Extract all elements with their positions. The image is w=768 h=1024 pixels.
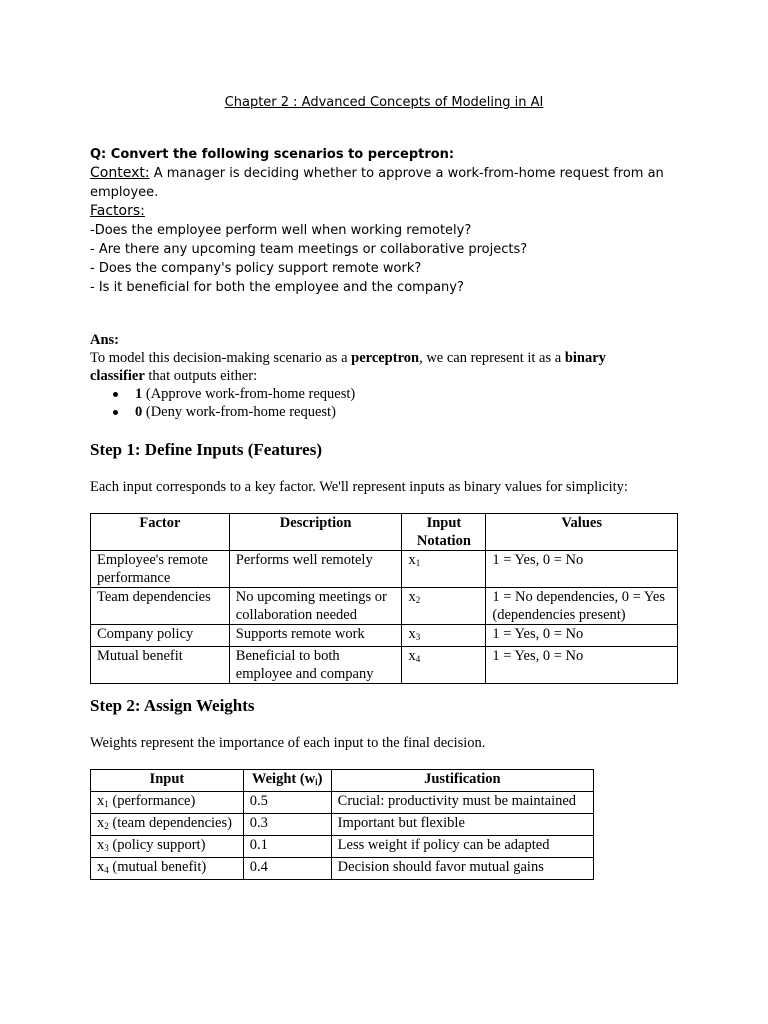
bullet-item: [135, 403, 336, 421]
step2-heading: Step 2: Assign Weights: [90, 696, 255, 715]
input-subscript: 1: [104, 799, 109, 809]
step1-heading: Step 1: Define Inputs (Features): [90, 440, 323, 459]
page-title: Chapter 2 : Advanced Concepts of Modeling in AI: [224, 95, 544, 110]
values-cell: 1 = No dependencies, 0 = Yes (dependencies present): [486, 588, 678, 625]
input-cell: [91, 814, 244, 836]
bullet-dot: [113, 392, 118, 397]
bullet-dot: [113, 410, 118, 415]
notation-cell: [402, 588, 486, 625]
notation-cell: [402, 551, 486, 588]
step2-description: Weights represent the importance of each input to the final decision.: [90, 735, 486, 751]
table-row: [91, 647, 678, 684]
weight-header-text: Weight (w: [251, 771, 316, 787]
justification-cell: Decision should favor mutual gains: [331, 858, 593, 880]
values-cell: 1 = Yes, 0 = No: [486, 551, 678, 588]
bullet-text: (Approve work-from-home request): [142, 386, 356, 402]
factor-cell: Mutual benefit: [91, 647, 230, 684]
notation-subscript: 1: [415, 558, 421, 568]
factor-item: - Are there any upcoming team meetings or collaborative projects?: [90, 242, 528, 257]
description-cell: Performs well remotely: [229, 551, 402, 588]
notation-var: x: [408, 552, 416, 568]
context-line-1: [90, 164, 664, 183]
column-header: Factor: [91, 514, 230, 551]
notation-subscript: 4: [415, 654, 421, 664]
bullet-text: (Deny work-from-home request): [142, 404, 336, 420]
intro-text: , we can represent it as a: [419, 350, 565, 366]
context-label: Context:: [90, 165, 150, 181]
question-label: Q: Convert the following scenarios to perceptron:: [90, 147, 455, 162]
factor-item: - Does the company's policy support remote work?: [90, 261, 422, 276]
input-cell: [91, 836, 244, 858]
table-row: [91, 814, 594, 836]
weight-cell: 0.3: [243, 814, 331, 836]
values-cell: 1 = Yes, 0 = No: [486, 625, 678, 647]
table-header-row: [91, 770, 594, 792]
context-text-1: A manager is deciding whether to approve a work-from-home request from an: [149, 166, 664, 181]
input-subscript: 2: [104, 821, 109, 831]
bullet-value: 1: [135, 386, 143, 402]
context-line-2: employee.: [90, 185, 159, 200]
factor-item: -Does the employee perform well when working remotely?: [90, 223, 472, 238]
answer-intro-line-1: [90, 349, 606, 368]
weight-header-subscript: i: [315, 777, 318, 787]
input-label: (policy support): [108, 837, 206, 853]
notation-cell: [402, 625, 486, 647]
table-row: [91, 588, 678, 625]
intro-binary: binary: [564, 350, 606, 366]
column-header: Input Notation: [402, 514, 486, 551]
input-label: (mutual benefit): [108, 859, 207, 875]
bullet-item: [135, 385, 355, 403]
weight-cell: 0.1: [243, 836, 331, 858]
answer-intro-line-2: [90, 367, 257, 386]
factors-label: Factors:: [90, 203, 145, 219]
table-header-row: [91, 514, 678, 551]
description-cell: Supports remote work: [229, 625, 402, 647]
answer-label: Ans:: [90, 332, 120, 348]
table-row: [91, 836, 594, 858]
weight-header-text: ): [317, 771, 323, 787]
input-var: x: [97, 793, 105, 809]
bullet-value: 0: [135, 404, 143, 420]
table-row: [91, 792, 594, 814]
input-var: x: [97, 815, 105, 831]
description-cell: No upcoming meetings or collaboration needed: [229, 588, 402, 625]
table-row: [91, 551, 678, 588]
input-var: x: [97, 837, 105, 853]
notation-subscript: 3: [415, 632, 421, 642]
description-cell: Beneficial to both employee and company: [229, 647, 402, 684]
input-cell: [91, 858, 244, 880]
input-var: x: [97, 859, 105, 875]
notation-var: x: [408, 648, 416, 664]
column-header: Description: [229, 514, 402, 551]
weight-cell: 0.4: [243, 858, 331, 880]
intro-perceptron: perceptron: [351, 350, 420, 366]
weights-table: [90, 769, 594, 880]
weight-cell: 0.5: [243, 792, 331, 814]
inputs-table: [90, 513, 678, 684]
column-header: [243, 770, 331, 792]
input-subscript: 4: [104, 865, 109, 875]
step1-description: Each input corresponds to a key factor. We'll represent inputs as binary values for simplicity:: [90, 479, 628, 495]
input-cell: [91, 792, 244, 814]
column-header: Justification: [331, 770, 593, 792]
factor-cell: Employee's remote performance: [91, 551, 230, 588]
table-row: [91, 625, 678, 647]
input-label: (performance): [108, 793, 196, 809]
notation-var: x: [408, 589, 416, 605]
values-cell: 1 = Yes, 0 = No: [486, 647, 678, 684]
justification-cell: Important but flexible: [331, 814, 593, 836]
justification-cell: Less weight if policy can be adapted: [331, 836, 593, 858]
justification-cell: Crucial: productivity must be maintained: [331, 792, 593, 814]
factor-cell: Company policy: [91, 625, 230, 647]
factor-cell: Team dependencies: [91, 588, 230, 625]
input-label: (team dependencies): [108, 815, 232, 831]
notation-subscript: 2: [415, 595, 421, 605]
column-header: Values: [486, 514, 678, 551]
intro-text: that outputs either:: [144, 368, 258, 384]
input-subscript: 3: [104, 843, 109, 853]
intro-text: To model this decision-making scenario as a: [90, 350, 352, 366]
table-row: [91, 858, 594, 880]
factor-item: - Is it beneficial for both the employee and the company?: [90, 280, 464, 295]
column-header: Input: [91, 770, 244, 792]
notation-cell: [402, 647, 486, 684]
intro-classifier: classifier: [90, 368, 145, 384]
notation-var: x: [408, 626, 416, 642]
